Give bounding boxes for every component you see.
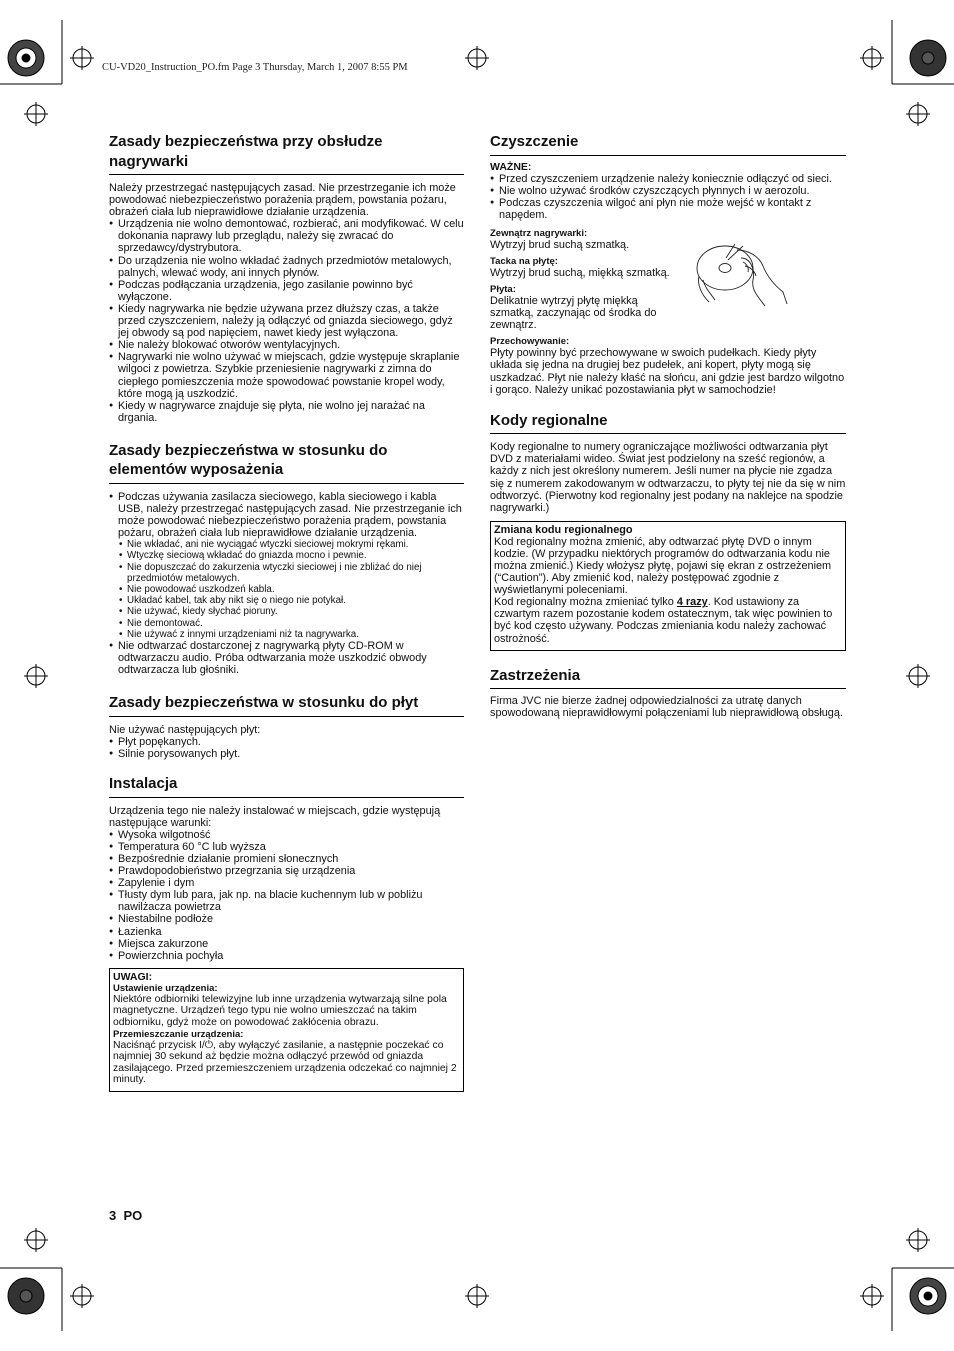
crosshair-icon [70,1284,94,1308]
list-item: ● Kiedy w nagrywarce znajduje się płyta, nie wolno jej narażać na drgania. [109,400,464,424]
list-item: • Nie dopuszczać do zakurzenia wtyczki sieciowej i nie zbliżać do niej przedmiotów metalowych. [109,562,464,584]
list-item: ● Silnie porysowanych płyt. [109,748,464,760]
list-item: ● Zapylenie i dym [109,877,464,889]
text-fragment: Kod regionalny można zmieniać tylko [494,596,677,609]
list-item: ● Prawdopodobieństwo przegrzania się urządzenia [109,865,464,877]
section-title: Czyszczenie [490,132,846,156]
crosshair-icon [860,1284,884,1308]
crosshair-icon [24,102,48,126]
crosshair-icon [906,664,930,688]
crosshair-icon [70,46,94,70]
sub-list [109,539,464,640]
section-title: Instalacja [109,774,464,798]
paragraph [494,596,842,644]
file-header: CU-VD20_Instruction_PO.fm Page 3 Thursday, March 1, 2007 8:55 PM [102,62,408,73]
list-item: ● Tłusty dym lub para, jak np. na blacie kuchennym lub w pobliżu nawilżacza powietrza [109,889,464,913]
list-item: ● Nie wolno używać środków czyszczących płynnych i w aerozolu. [490,185,846,197]
list-item: • Nie używać z innymi urządzeniami niż ta nagrywarka. [109,629,464,640]
bullet-list [109,829,464,962]
paragraph: Kod regionalny można zmienić, aby odtwarzać płytę DVD o innym kodzie. (W przypadku niektórych programów do odtwarzania kodu nie można zmienić.) Kiedy włożysz płytę, pojawi się ekran z ostrzeżeniem (“Caution”). Aby zmienić kod, należy postępować zgodnie z wyświetlanymi poleceniami. [494,535,832,597]
cleaning-details [490,228,846,396]
list-item: ● Powierzchnia pochyła [109,950,464,962]
list-item: ● Płyt popękanych. [109,736,464,748]
list-item: ● Łazienka [109,926,464,938]
box-title: Zmiana kodu regionalnego [494,523,633,536]
notes-title: UWAGI: [113,970,153,983]
list-item: ● Nie odtwarzać dostarczonej z nagrywarką płyty CD-ROM w odtwarzaczu audio. Próba odtwarzania może uszkodzić obwody odtwarzacza lub głośniki. [109,640,464,676]
region-code-box [490,521,846,651]
crosshair-icon [906,1228,930,1252]
language-code: PO [123,1208,143,1223]
list-item: ● Do urządzenia nie wolno wkładać żadnych przedmiotów metalowych, palnych, wlewać wody, ani innych płynów. [109,255,464,279]
subheading: Zewnątrz nagrywarki: [490,227,588,239]
list-item: • Nie powodować uszkodzeń kabla. [109,584,464,595]
left-column [109,132,464,1092]
page-footer [109,1208,142,1223]
crosshair-icon [24,1228,48,1252]
section-title: Zasady bezpieczeństwa w stosunku do płyt [109,693,464,717]
list-item: • Nie używać, kiedy słychać pioruny. [109,606,464,617]
paragraph: Płyty powinny być przechowywane w swoich pudełkach. Kiedy płyty układa się jedna na drugiej bez pudełek, ani kopert, płyty mogą się uszkadzać. Płyt nie należy kłaść na słońcu, ani gdzie jest bardzo wilgotno i gorąco. Należy unikać pozostawiania płyt w samochodzie! [490,347,845,396]
list-item: ● Kiedy nagrywarka nie będzie używana przez dłuższy czas, a także przed czyszczeniem, należy ją odłączyć od gniazda sieciowego, gdyż jej obwody są pod napięciem, nawet kiedy jest wyłączona. [109,303,464,339]
paragraph: Wytrzyj brud suchą, miękką szmatką. [490,266,670,279]
list-item: ● Przed czyszczeniem urządzenie należy koniecznie odłączyć od sieci. [490,173,846,185]
paragraph: Wytrzyj brud suchą szmatką. [490,238,630,251]
list-item: • Wtyczkę sieciową wkładać do gniazda mocno i pewnie. [109,550,464,561]
list-item: ● Podczas używania zasilacza sieciowego, kabla sieciowego i kabla USB, należy przestrzegać następujących zasad. Nie przestrzeganie ich może powodować niebezpieczeństwo porażenia prądem, powstania pożaru, obrażeń ciała lub nieprawidłowe działanie urządzenia. [109,491,464,539]
subheading: Płyta: [490,284,516,296]
paragraph: Należy przestrzegać następujących zasad. Nie przestrzeganie ich może powodować niebezpieczeństwo porażenia prądem, powstania pożaru, obrażeń ciała lub nieprawidłowe działanie urządzenia. [109,182,456,219]
bullet-list [490,173,846,221]
list-item: ● Wysoka wilgotność [109,829,464,841]
notes-box [109,968,464,1092]
notes-heading: Przemieszczanie urządzenia: [113,1028,244,1040]
registration-disc-icon [8,1278,44,1314]
crosshair-icon [860,46,884,70]
crosshair-icon [24,664,48,688]
bullet-list [109,736,464,760]
disc-wiping-illustration-icon [693,236,793,308]
list-item: • Nie wkładać, ani nie wyciągać wtyczki sieciowej mokrymi rękami. [109,539,464,550]
text-fragment: . Kod ustawiony za czwartym razem pozostanie kodem ostatecznym, tak więc powinien to być kod często używany. Podczas zmieniania kodu należy zachować ostrożność. [494,596,833,645]
change-limit: 4 razy [676,596,708,609]
list-item: ● Bezpośrednie działanie promieni słonecznych [109,853,464,865]
list-item: ● Nagrywarki nie wolno używać w miejscach, gdzie występuje skraplanie wilgoci z powietrza. Szybkie przeniesienie nagrywarki z zimna do ciepłego pomieszczenia może spowodować powstanie kropel wody, które mogą ją uszkodzić. [109,351,464,399]
section-title: Kody regionalne [490,411,846,435]
paragraph: Firma JVC nie bierze żadnej odpowiedzialności za utratę danych spowodowaną nieprawidłowymi połączeniami lub nieprawidłową obsługą. [490,695,843,720]
list-item: ● Miejsca zakurzone [109,938,464,950]
paragraph: Nie używać następujących płyt: [109,723,261,736]
paragraph: Delikatnie wytrzyj płytę miękką szmatką, zaczynając od środka do zewnątrz. [490,295,657,332]
section-title: Zasady bezpieczeństwa przy obsłudze nagrywarki [109,132,464,175]
notes-text: Niektóre odbiorniki telewizyjne lub inne urządzenia wytwarzają silne pola magnetyczne. Urządzeń tego typu nie wolno umieszczać na takim odbiorniku, gdyż może on powodować zakłócenia obrazu. [113,993,447,1029]
bullet-list [109,491,464,539]
list-item: ● Nie należy blokować otworów wentylacyjnych. [109,339,464,351]
right-column [490,132,846,719]
section-title: Zasady bezpieczeństwa w stosunku do elementów wyposażenia [109,441,464,484]
subheading: Przechowywanie: [490,336,570,348]
crosshair-icon [465,1284,489,1308]
notes-text: Naciśnąć przycisk I/⏻, aby wyłączyć zasilanie, a następnie poczekać co najmniej 30 sekund aż będzie można odłączyć przewód od gniazda zasilającego. Przed przemieszczeniem urządzenia odczekać co najmniej 2 minuty. [113,1039,457,1086]
subheading: Tacka na płytę: [490,255,558,267]
paragraph: Kody regionalne to numery ograniczające możliwości odtwarzania płyt DVD z materiałami wideo. Świat jest podzielony na sześć regionów, a każdy z nich jest określony numerem. Jeśli numer na płycie nie zgadza się z numerem zakodowanym w odtwarzaczu, to płyty tej nie da się w nim odtworzyć. (Pierwotny kod regionalny jest podany na naklejce na spodzie nagrywarki.) [490,441,846,514]
list-item: ● Podczas czyszczenia wilgoć ani płyn nie może wejść w kontakt z napędem. [490,197,846,221]
crosshair-icon [906,102,930,126]
registration-disc-icon [8,40,44,76]
bullet-list [109,218,464,424]
bullet-list [109,640,464,676]
page-number: 3 [109,1208,117,1223]
registration-disc-icon [910,40,946,76]
list-item: • Układać kabel, tak aby nikt się o niego nie potykał. [109,595,464,606]
registration-disc-icon [910,1278,946,1314]
list-item: ● Niestabilne podłoże [109,913,464,925]
crosshair-icon [465,46,489,70]
list-item: ● Temperatura 60 °C lub wyższa [109,841,464,853]
section-title: Zastrzeżenia [490,666,846,690]
list-item: ● Urządzenia nie wolno demontować, rozbierać, ani modyfikować. W celu dokonania naprawy lub przeglądu, należy się zwracać do sprzedawcy/dystrybutora. [109,218,464,254]
notes-heading: Ustawienie urządzenia: [113,982,218,994]
list-item: • Nie demontować. [109,618,464,629]
list-item: ● Podczas podłączania urządzenia, jego zasilanie powinno być wyłączone. [109,279,464,303]
important-label: WAŻNE: [490,160,532,173]
paragraph: Urządzenia tego nie należy instalować w miejscach, gdzie występują następujące warunki: [109,804,441,829]
